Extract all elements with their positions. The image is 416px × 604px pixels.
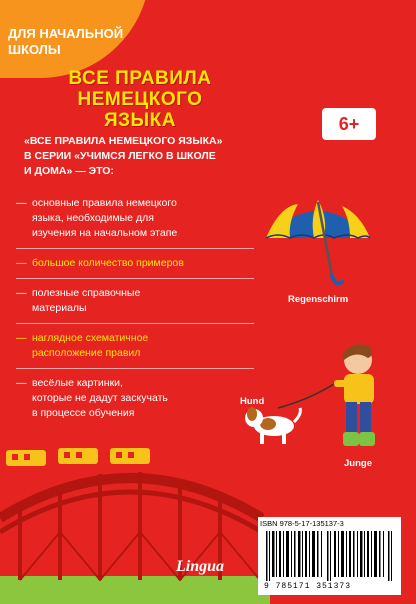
title-line-2: НЕМЕЦКОГО (77, 89, 203, 110)
feature-line: которые не дадут заскучать (32, 392, 168, 404)
boy-label: Junge (344, 458, 372, 469)
feature-item (16, 286, 256, 316)
intro-text (24, 134, 254, 179)
series-badge-text: ДЛЯ НАЧАЛЬНОЙ ШКОЛЫ (8, 26, 124, 57)
intro-line-1: «ВСЕ ПРАВИЛА НЕМЕЦКОГО ЯЗЫКА» (24, 135, 223, 147)
intro-line-3: И ДОМА» — ЭТО: (24, 165, 114, 177)
divider (16, 323, 254, 324)
feature-item (16, 196, 256, 241)
barcode-number: 9 785171 351373 (264, 582, 352, 591)
bullet-dash: — (16, 257, 27, 269)
feature-line: изучения на начальном этапе (32, 227, 178, 239)
feature-list (16, 196, 256, 421)
feature-item (16, 376, 256, 421)
publisher-logo: Lingua (176, 558, 225, 575)
isbn-text: ISBN 978-5-17-135137-3 (260, 519, 344, 528)
feature-item (16, 331, 256, 361)
book-title (40, 68, 240, 131)
intro-line-2: В СЕРИИ «УЧИМСЯ ЛЕГКО В ШКОЛЕ (24, 150, 216, 162)
barcode (264, 531, 396, 581)
feature-line: расположение правил (32, 347, 141, 359)
bullet-dash: — (16, 197, 27, 209)
bullet-dash: — (16, 332, 27, 344)
dog-label: Hund (240, 396, 265, 407)
bullet-dash: — (16, 287, 27, 299)
title-line-3: ЯЗЫКА (104, 110, 176, 131)
umbrella-illustration (258, 194, 378, 294)
bridge-illustration (0, 448, 270, 604)
divider (16, 278, 254, 279)
feature-line: языка, необходимые для (32, 212, 154, 224)
feature-line: материалы (32, 302, 87, 314)
barcode-box (258, 517, 401, 595)
feature-line: основные правила немецкого (32, 197, 177, 209)
feature-line: в процессе обучения (32, 407, 135, 419)
umbrella-label: Regenschirm (288, 294, 349, 305)
feature-line: полезные справочные (32, 287, 141, 299)
title-line-1: ВСЕ ПРАВИЛА (68, 68, 212, 89)
feature-line: наглядное схематичное (32, 332, 149, 344)
divider (16, 248, 254, 249)
divider (16, 368, 254, 369)
bullet-dash: — (16, 377, 27, 389)
age-rating-badge: 6+ (322, 108, 376, 140)
feature-line: весёлые картинки, (32, 377, 123, 389)
feature-item (16, 256, 256, 271)
feature-line: большое количество примеров (32, 257, 184, 269)
